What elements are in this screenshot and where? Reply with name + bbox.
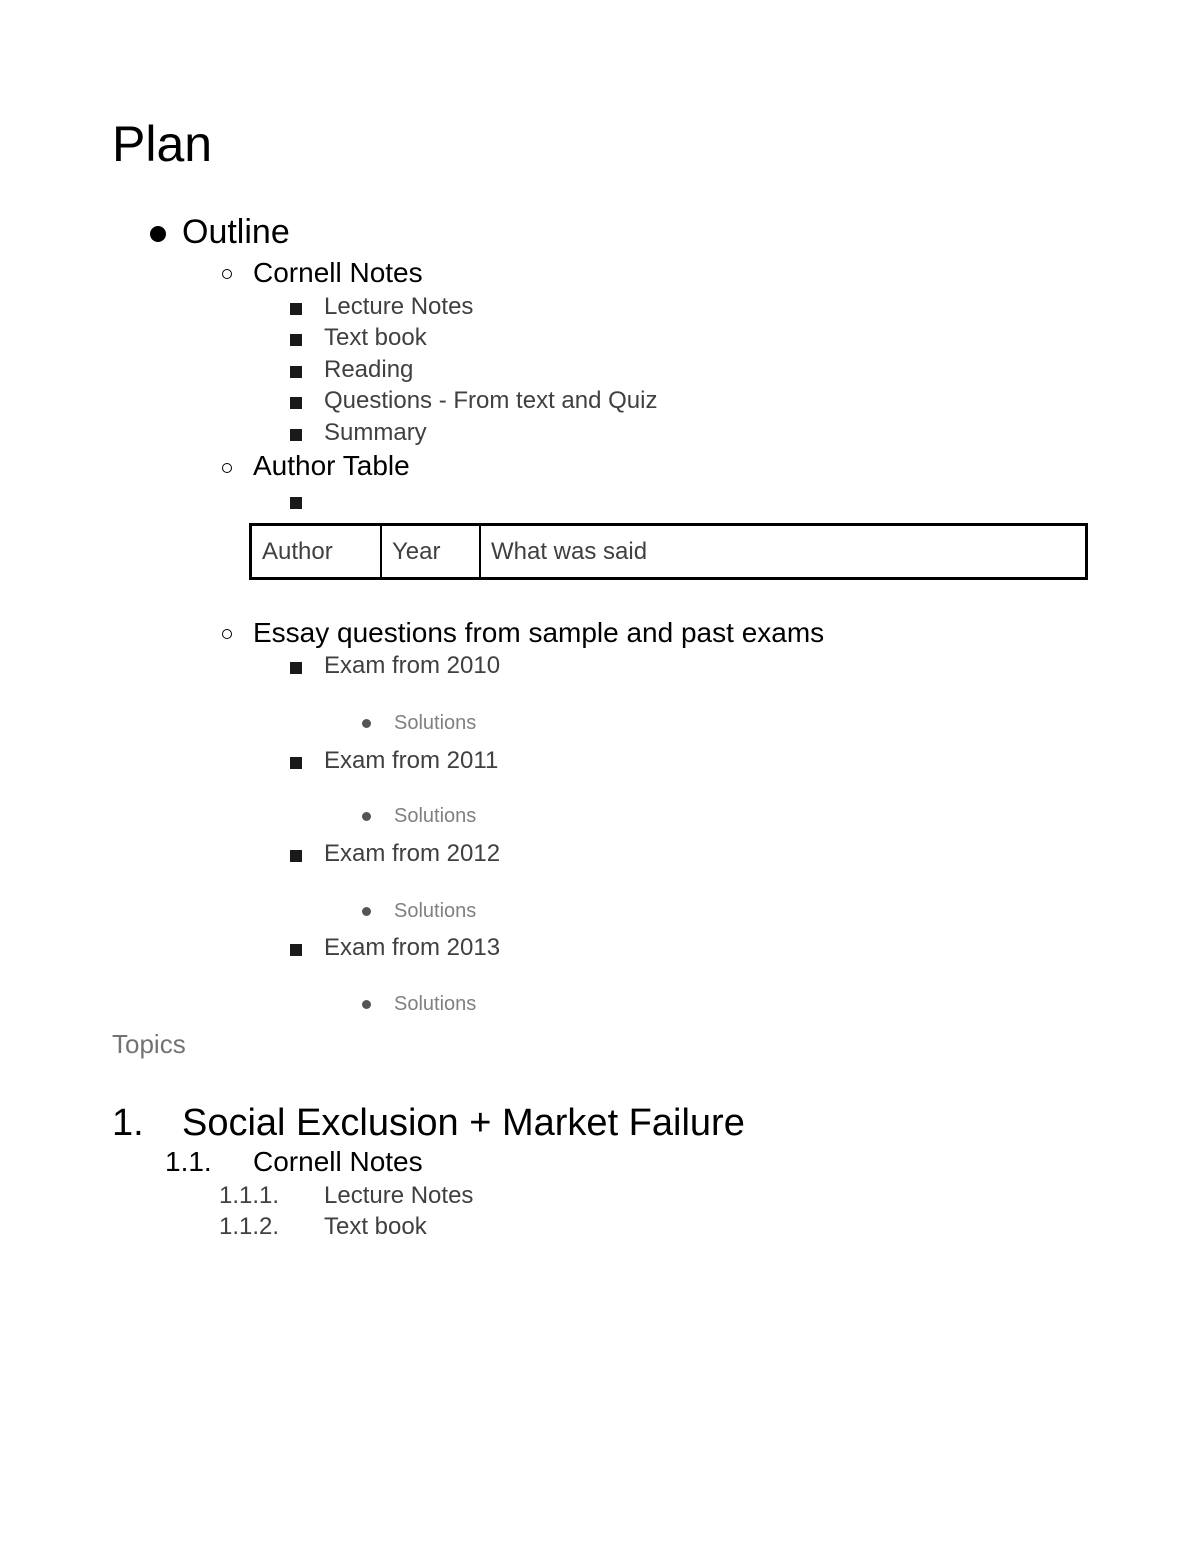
list-item: Text book [324, 324, 427, 351]
circle-bullet-icon [222, 463, 232, 473]
table-cell-year: Year [381, 525, 480, 579]
solutions-item: Solutions [394, 993, 477, 1015]
solutions-item: Solutions [394, 900, 477, 922]
exam-item: Exam from 2013 [324, 934, 501, 961]
table-row [251, 525, 1087, 579]
square-bullet-icon [290, 429, 302, 441]
subtopic-number: 1.1. [165, 1146, 212, 1177]
list-item: Questions - From text and Quiz [324, 387, 658, 414]
subsubtopic-title: Text book [324, 1213, 427, 1240]
table-cell-author: Author [251, 525, 382, 579]
subsubtopic-number: 1.1.1. [219, 1182, 280, 1209]
small-disc-bullet-icon [362, 907, 371, 916]
list-item: Summary [324, 419, 427, 446]
small-disc-bullet-icon [362, 1000, 371, 1009]
square-bullet-icon [290, 757, 302, 769]
square-bullet-icon [290, 850, 302, 862]
small-disc-bullet-icon [362, 719, 371, 728]
square-bullet-icon [290, 397, 302, 409]
topic-title: Social Exclusion + Market Failure [182, 1102, 745, 1144]
exam-item: Exam from 2011 [324, 747, 499, 774]
author-table [249, 523, 1088, 580]
square-bullet-icon [290, 662, 302, 674]
outline-heading: Outline [182, 213, 290, 251]
author-table-heading: Author Table [253, 450, 410, 481]
list-item: Lecture Notes [324, 293, 474, 320]
subsubtopic-number: 1.1.2. [219, 1213, 280, 1240]
list-item: Reading [324, 356, 414, 383]
page-title: Plan [112, 116, 213, 172]
disc-bullet-icon [150, 226, 166, 242]
square-bullet-icon [290, 944, 302, 956]
exam-item: Exam from 2012 [324, 840, 501, 867]
solutions-item: Solutions [394, 712, 477, 734]
square-bullet-icon [290, 366, 302, 378]
essay-heading: Essay questions from sample and past exams [253, 617, 825, 648]
topics-heading: Topics [112, 1029, 186, 1059]
square-bullet-icon [290, 497, 302, 509]
circle-bullet-icon [222, 629, 232, 639]
topic-number: 1. [112, 1102, 144, 1144]
cornell-notes-heading: Cornell Notes [253, 257, 423, 288]
solutions-item: Solutions [394, 805, 477, 827]
square-bullet-icon [290, 303, 302, 315]
subtopic-title: Cornell Notes [253, 1146, 423, 1177]
square-bullet-icon [290, 334, 302, 346]
exam-item: Exam from 2010 [324, 652, 501, 679]
small-disc-bullet-icon [362, 812, 371, 821]
circle-bullet-icon [222, 269, 232, 279]
subsubtopic-title: Lecture Notes [324, 1182, 474, 1209]
table-cell-what-was-said: What was said [480, 525, 1087, 579]
